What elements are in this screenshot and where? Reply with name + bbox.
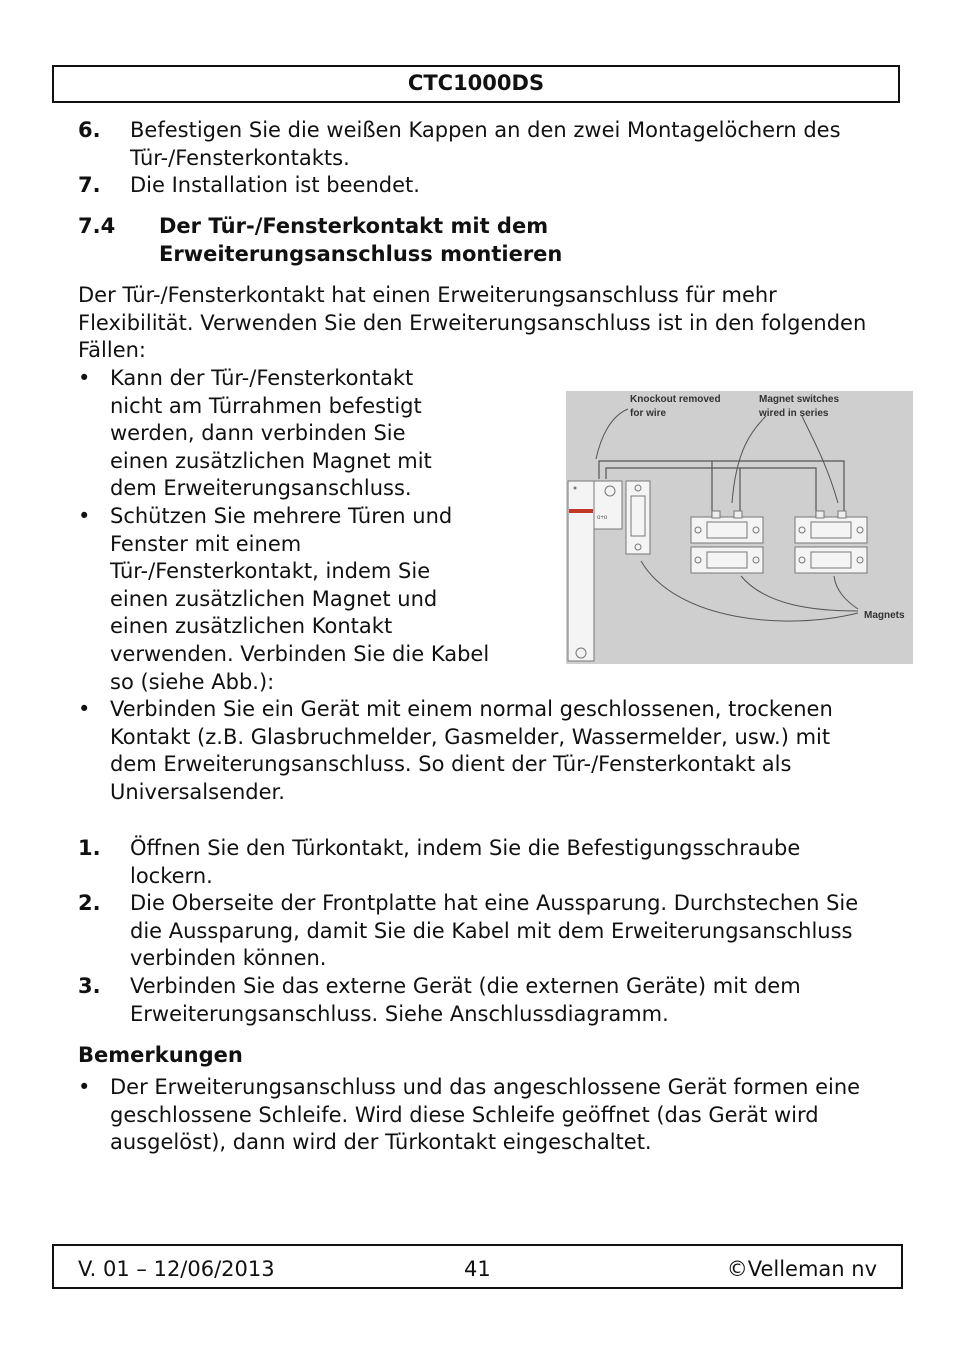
section-title: Der Tür-/Fensterkontakt mit dem Erweiterungsanschluss montieren <box>159 214 563 266</box>
step-text: Öffnen Sie den Türkontakt, indem Sie die Befestigungsschraube lockern. <box>130 836 801 888</box>
sensor-body <box>568 481 594 661</box>
steps-top-list <box>78 117 878 200</box>
list-item <box>78 973 878 1028</box>
step-number: 1. <box>78 836 101 860</box>
step-text: Befestigen Sie die weißen Kappen an den zwei Montagelöchern des Tür-/Fensterkontakts. <box>130 118 841 170</box>
bullet-text: Kann der Tür-/Fensterkontakt nicht am Türrahmen befestigt werden, dann verbinden Sie einen zusätzlichen Magnet mit dem Erweiterungsanschluss. <box>110 366 432 501</box>
list-item <box>78 172 878 200</box>
intro-paragraph: Der Tür-/Fensterkontakt hat einen Erweiterungsanschluss für mehr Flexibilität. Verwenden Sie den Erweiterungsanschluss ist in den folgenden Fällen: <box>78 283 867 363</box>
svg-text:o+o: o+o <box>597 515 608 521</box>
bullet: • <box>78 503 91 528</box>
list-item <box>78 890 870 973</box>
step-text: Verbinden Sie das externe Gerät (die externen Geräte) mit dem Erweiterungsanschluss. Siehe Anschlussdiagramm. <box>130 973 801 1026</box>
magnet-switch-2 <box>795 511 867 573</box>
section-number: 7.4 <box>78 214 116 238</box>
step-number: 6. <box>78 118 101 142</box>
label-magnet-switches: Magnet switches <box>759 394 840 405</box>
bullet: • <box>78 697 91 722</box>
label-magnet-switches-2: wired in series <box>759 408 829 419</box>
footer-page-number: 41 <box>464 1257 491 1281</box>
notes-heading: Bemerkungen <box>78 1043 243 1067</box>
label-magnets: Magnets <box>864 610 905 621</box>
notes-list <box>78 1074 870 1157</box>
list-item <box>78 835 878 890</box>
step-number: 2. <box>78 891 101 916</box>
list-item <box>78 1074 870 1157</box>
bullet-text: Verbinden Sie ein Gerät mit einem normal geschlossenen, trockenen Kontakt (z.B. Glasbruchmelder, Gasmelder, Wassermelder, usw.) mit dem Erweiterungsanschluss. So dient der Tür-/Fensterkontakt als Universalsender. <box>110 697 833 804</box>
label-knockout: Knockout removed <box>630 394 721 405</box>
sensor-magnet <box>626 481 650 554</box>
step-number: 3. <box>78 973 101 998</box>
step-text: Die Oberseite der Frontplatte hat eine Aussparung. Durchstechen Sie die Aussparung, damit Sie die Kabel mit dem Erweiterungsanschluss verbinden können. <box>130 891 859 971</box>
footer-box <box>52 1244 903 1289</box>
step-number: 7. <box>78 173 101 198</box>
note-text: Der Erweiterungsanschluss und das angeschlossene Gerät formen eine geschlossene Schleife. Wird diese Schleife geöffnet (das Gerät wird ausgelöst), dann wird der Türkontakt eingeschaltet. <box>110 1075 861 1155</box>
list-item <box>78 365 465 503</box>
header-box <box>52 65 900 103</box>
list-item <box>78 503 495 696</box>
label-knockout-2: for wire <box>630 408 667 419</box>
bullet-text: Schützen Sie mehrere Türen und Fenster mit einem Tür-/Fensterkontakt, indem Sie einen zusätzlichen Magnet und einen zusätzlichen Kontakt verwenden. Verbinden Sie die Kabel so (siehe Abb.): <box>110 503 490 694</box>
list-item <box>78 117 870 172</box>
magnet-switch-1 <box>691 511 763 573</box>
wiring-diagram <box>566 391 913 664</box>
footer-copyright: ©Velleman nv <box>726 1257 877 1281</box>
bullet: • <box>78 366 91 390</box>
document-title: CTC1000DS <box>407 71 545 96</box>
step-text: Die Installation ist beendet. <box>130 173 420 198</box>
bullet: • <box>78 1075 91 1099</box>
steps-list <box>78 835 878 1028</box>
list-item <box>78 696 870 806</box>
footer-version: V. 01 – 12/06/2013 <box>78 1257 275 1281</box>
